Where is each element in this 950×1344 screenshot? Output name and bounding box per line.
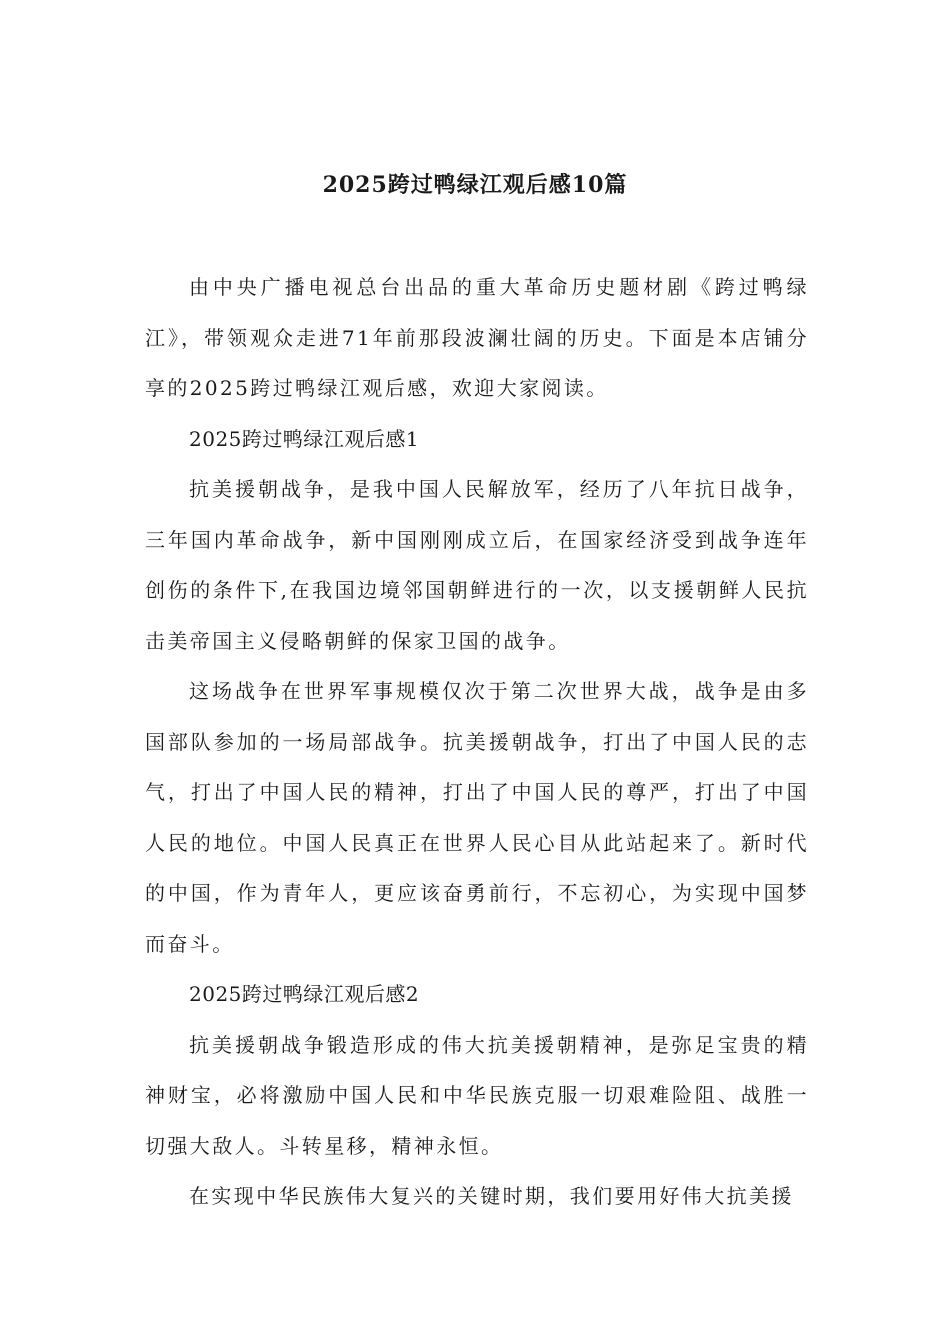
- section-2-paragraph-1: 抗美援朝战争锻造形成的伟大抗美援朝精神，是弥足宝贵的精神财宝，必将激励中国人民和中华民族克服一切艰难险阻、战胜一切强大敌人。斗转星移，精神永恒。: [145, 1032, 809, 1158]
- section-2-paragraph-2: 在实现中华民族伟大复兴的关键时期，我们要用好伟大抗美援: [189, 1184, 794, 1208]
- document-body: [145, 262, 809, 1222]
- section-1-paragraph-1: 抗美援朝战争，是我中国人民解放军，经历了八年抗日战争，三年国内革命战争，新中国刚刚成立后，在国家经济受到战争连年创伤的条件下,在我国边境邻国朝鲜进行的一次，以支援朝鲜人民抗击美帝国主义侵略朝鲜的保家卫国的战争。: [145, 477, 809, 653]
- document-title: 2025跨过鸭绿江观后感10篇: [322, 172, 628, 198]
- intro-paragraph: 由中央广播电视总台出品的重大革命历史题材剧《跨过鸭绿江》，带领观众走进71年前那段波澜壮阔的历史。下面是本店铺分享的2025跨过鸭绿江观后感，欢迎大家阅读。: [145, 275, 809, 400]
- section-1-paragraph-2: 这场战争在世界军事规模仅次于第二次世界大战，战争是由多国部队参加的一场局部战争。抗美援朝战争，打出了中国人民的志气，打出了中国人民的精神，打出了中国人民的尊严，打出了中国人民的地位。中国人民真正在世界人民心目从此站起来了。新时代的中国，作为青年人，更应该奋勇前行，不忘初心，为实现中国梦而奋斗。: [145, 679, 809, 956]
- section-heading-2: 2025跨过鸭绿江观后感2: [189, 982, 420, 1006]
- section-heading-1: 2025跨过鸭绿江观后感1: [189, 426, 420, 451]
